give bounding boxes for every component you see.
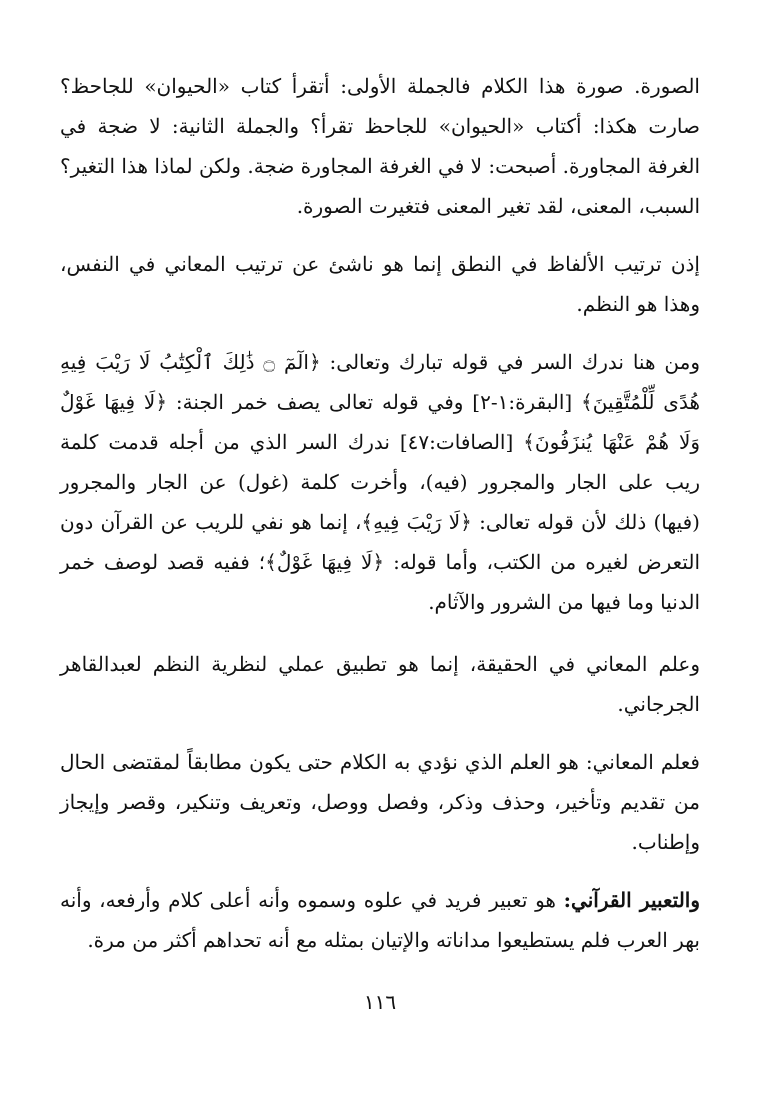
paragraph-word-order	[60, 244, 700, 324]
text-segment: ؛ ففيه قصد لوصف خمر الدنيا وما فيها من الشرور والآثام.	[60, 550, 700, 614]
text-segment: [البقرة:١-٢] وفي قوله تعالى يصف خمر الجنة:	[167, 390, 582, 414]
page-number: ١١٦	[363, 990, 397, 1014]
paragraph-ilm-maani-definition	[60, 742, 700, 862]
text-segment: هو تعبير فريد في علوه وسموه وأنه أعلى كلام وأرفعه، وأنه بهر العرب فلم يستطيعوا مداناته والإتيان بمثله مع أنه تحداهم أكثر من مرة.	[60, 888, 700, 952]
term-label: والتعبير القرآني:	[563, 888, 701, 912]
quran-verse-baqarah: ﴿الٓمٓ ۝ ذَٰلِكَ ٱلْكِتَٰبُ لَا رَيْبَ فِيهِ هُدًى لِّلْمُتَّقِينَ﴾	[60, 350, 700, 414]
page-body	[60, 66, 700, 978]
quran-quote-la-fiha: ﴿لَا فِيهَا غَوْلٌ﴾	[265, 550, 385, 574]
text-segment: ، إنما هو نفي للريب عن القرآن دون التعرض لغيره من الكتب، وأما قوله:	[60, 510, 700, 574]
text-segment: الصورة. صورة هذا الكلام فالجملة الأولى: أتقرأ كتاب «الحيوان» للجاحظ؟ صارت هكذا: أكتاب «الحيوان» للجاحظ تقرأ؟ والجملة الثانية: لا ضجة في الغرفة المجاورة. أصبحت: لا في الغرفة المجاورة ضجة. ولكن لماذا هذا التغير؟ السبب، المعنى، لقد تغير المعنى فتغيرت الصورة.	[60, 74, 700, 218]
paragraph-ilm-maani-nazm	[60, 644, 700, 724]
paragraph-quranic-expression	[60, 880, 700, 960]
text-segment: فعلم المعاني: هو العلم الذي نؤدي به الكلام حتى يكون مطابقاً لمقتضى الحال من تقديم وتأخير، وحذف وذكر، وفصل ووصل، وتعريف وتنكير، وقصر وإيجاز وإطناب.	[60, 750, 700, 854]
paragraph-sentence-order	[60, 66, 700, 226]
text-segment: ومن هنا ندرك السر في قوله تبارك وتعالى:	[320, 350, 700, 374]
text-segment: [الصافات:٤٧] ندرك السر الذي من أجله قدمت كلمة ريب على الجار والمجرور (فيه)، وأخرت كلمة (غول) عن الجار والمجرور (فيها) ذلك لأن قوله تعالى:	[60, 430, 700, 534]
text-segment: وعلم المعاني في الحقيقة، إنما هو تطبيق عملي لنظرية النظم لعبدالقاهر الجرجاني.	[60, 652, 700, 716]
quran-quote-la-rayb: ﴿لَا رَيْبَ فِيهِ﴾	[361, 510, 472, 534]
paragraph-quran-examples	[60, 342, 700, 622]
text-segment: إذن ترتيب الألفاظ في النطق إنما هو ناشئ عن ترتيب المعاني في النفس، وهذا هو النظم.	[60, 252, 700, 316]
quran-verse-saffat: ﴿لَا فِيهَا غَوْلٌ وَلَا هُمْ عَنْهَا يُنزَفُونَ﴾	[60, 390, 701, 454]
